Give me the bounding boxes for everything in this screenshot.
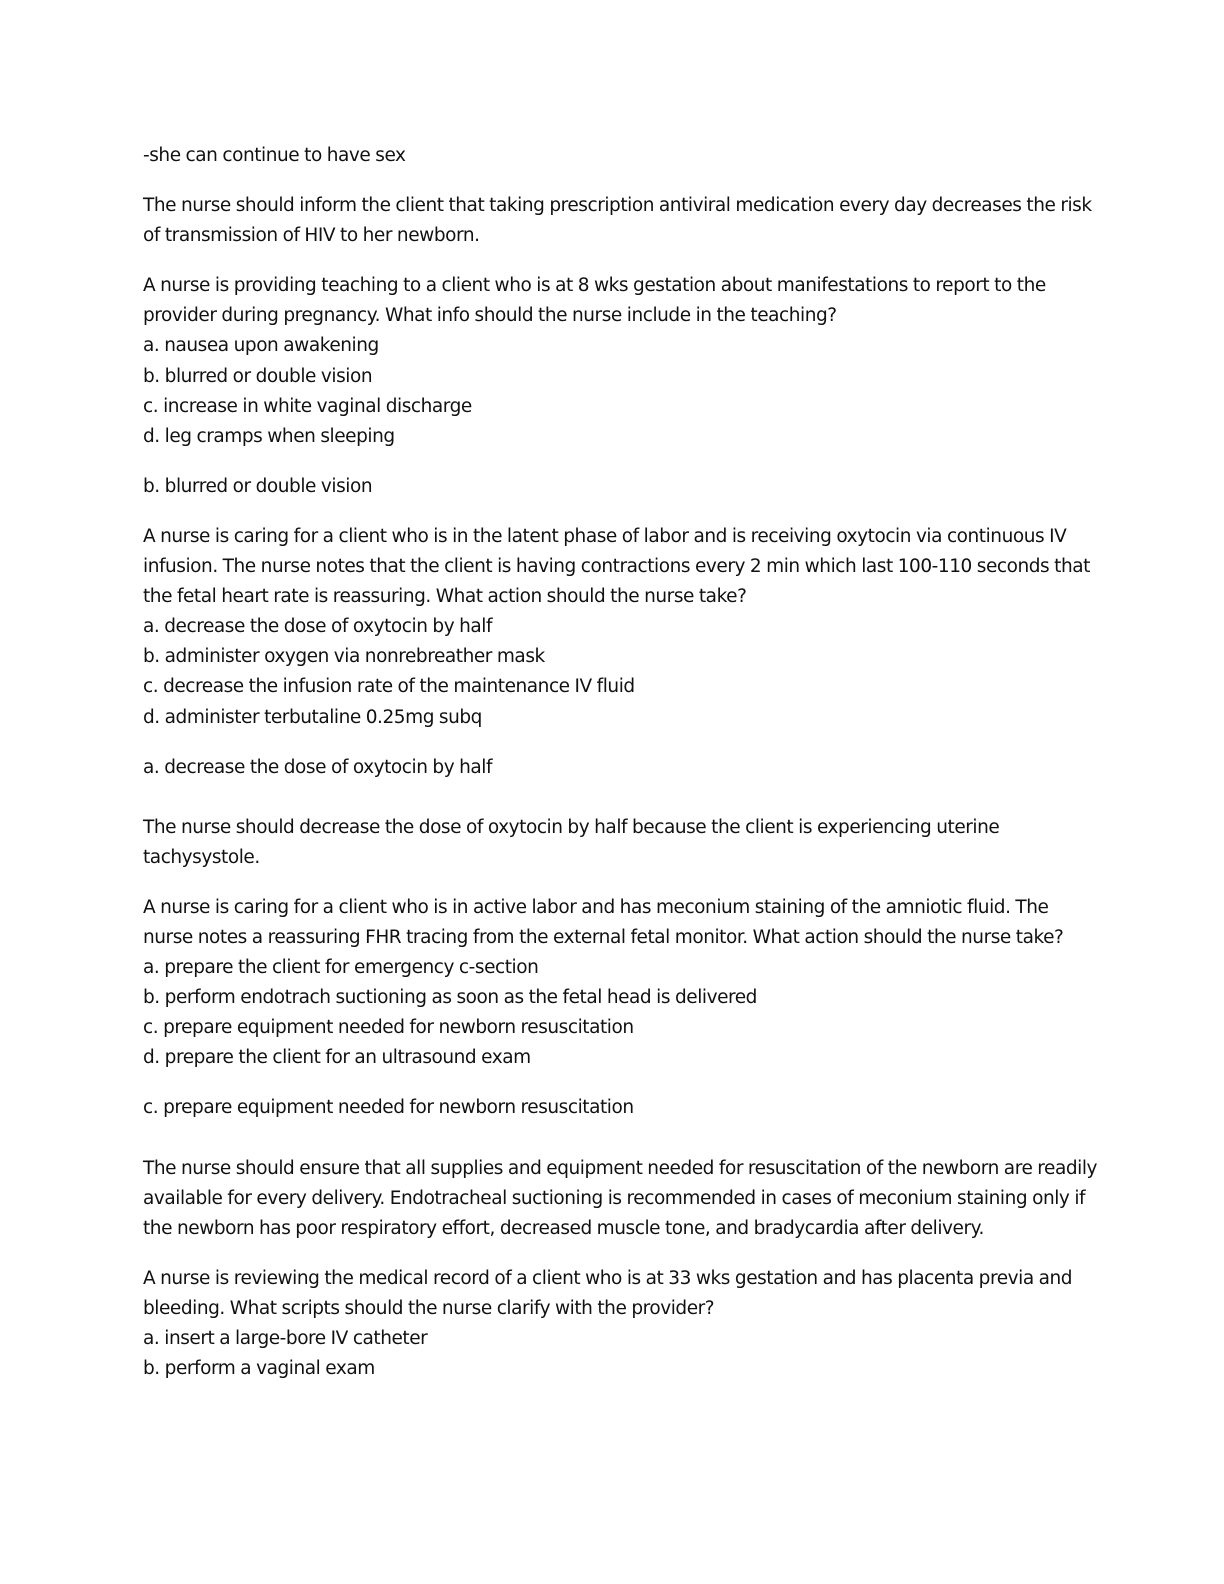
spacer xyxy=(143,783,1083,813)
rationale-line: The nurse should ensure that all supplies and equipment needed for resuscitation of the newborn are readily xyxy=(143,1157,1098,1179)
correct-answer: b. blurred or double vision xyxy=(143,475,373,497)
spacer xyxy=(143,733,1083,753)
answer-option: d. leg cramps when sleeping xyxy=(143,425,395,447)
answer-option: c. decrease the infusion rate of the maintenance IV fluid xyxy=(143,676,635,698)
question-stem-line: infusion. The nurse notes that the client is having contractions every 2 min which last 100-110 seconds that xyxy=(143,556,1090,578)
spacer xyxy=(143,452,1083,472)
question-stem-line: bleeding. What scripts should the nurse clarify with the provider? xyxy=(143,1297,715,1319)
correct-answer: c. prepare equipment needed for newborn resuscitation xyxy=(143,1097,634,1119)
question-4 xyxy=(143,1264,1083,1384)
question-2 xyxy=(143,522,1090,873)
intro-line: -she can continue to have sex xyxy=(143,145,406,166)
spacer xyxy=(143,171,1083,191)
answer-option: b. perform a vaginal exam xyxy=(143,1358,375,1380)
question-stem-line: provider during pregnancy. What info should the nurse include in the teaching? xyxy=(143,305,837,327)
rationale-line: available for every delivery. Endotracheal suctioning is recommended in cases of meconium staining only if xyxy=(143,1187,1086,1209)
spacer xyxy=(143,1244,1083,1264)
answer-option: b. administer oxygen via nonrebreather mask xyxy=(143,646,545,668)
spacer xyxy=(143,251,1083,271)
hiv-rationale xyxy=(143,191,1092,251)
rationale-line: the newborn has poor respiratory effort, decreased muscle tone, and bradycardia after delivery. xyxy=(143,1217,984,1239)
question-stem-line: the fetal heart rate is reassuring. What action should the nurse take? xyxy=(143,586,747,608)
question-stem-line: A nurse is providing teaching to a client who is at 8 wks gestation about manifestations to report to the xyxy=(143,275,1046,297)
rationale-line: tachysystole. xyxy=(143,846,260,868)
rationale-line: of transmission of HIV to her newborn. xyxy=(143,225,480,247)
spacer xyxy=(143,1124,1083,1154)
spacer xyxy=(143,502,1083,522)
rationale-line: The nurse should inform the client that taking prescription antiviral medication every day decreases the risk xyxy=(143,195,1092,217)
answer-option: d. prepare the client for an ultrasound exam xyxy=(143,1047,531,1069)
answer-option: a. insert a large-bore IV catheter xyxy=(143,1328,428,1349)
question-stem-line: A nurse is caring for a client who is in active labor and has meconium staining of the amniotic fluid. The xyxy=(143,896,1049,918)
question-3 xyxy=(143,893,1098,1244)
question-stem-line: A nurse is reviewing the medical record of a client who is at 33 wks gestation and has placenta previa and xyxy=(143,1267,1073,1289)
rationale-line: The nurse should decrease the dose of oxytocin by half because the client is experiencing uterine xyxy=(143,816,1000,838)
answer-option: a. nausea upon awakening xyxy=(143,335,379,357)
answer-option: b. blurred or double vision xyxy=(143,365,373,387)
document-page xyxy=(143,141,1098,1384)
question-1 xyxy=(143,271,1083,502)
answer-option: b. perform endotrach suctioning as soon as the fetal head is delivered xyxy=(143,987,757,1009)
question-stem-line: nurse notes a reassuring FHR tracing from the external fetal monitor. What action should the nurse take? xyxy=(143,926,1064,948)
correct-answer: a. decrease the dose of oxytocin by half xyxy=(143,756,493,778)
answer-option: c. increase in white vaginal discharge xyxy=(143,395,472,417)
spacer xyxy=(143,1073,1083,1093)
question-stem-line: A nurse is caring for a client who is in the latent phase of labor and is receiving oxytocin via continuous IV xyxy=(143,525,1067,547)
answer-option: c. prepare equipment needed for newborn resuscitation xyxy=(143,1017,634,1039)
spacer xyxy=(143,873,1083,893)
answer-option: d. administer terbutaline 0.25mg subq xyxy=(143,706,482,728)
answer-option: a. decrease the dose of oxytocin by half xyxy=(143,616,493,638)
answer-option: a. prepare the client for emergency c-section xyxy=(143,957,539,979)
